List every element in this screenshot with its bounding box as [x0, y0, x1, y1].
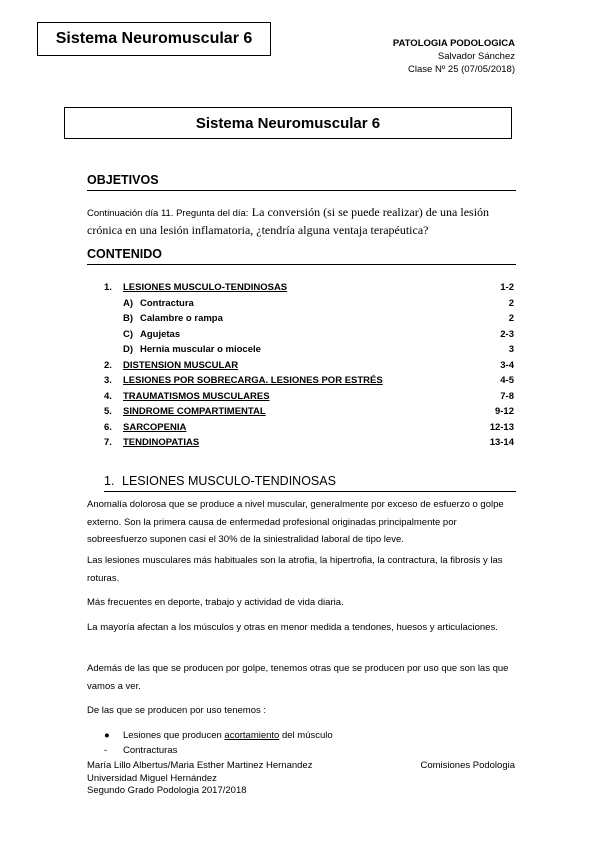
dash-icon: - — [104, 745, 108, 756]
toc-item-page: 3-4 — [500, 359, 514, 371]
bullet-dot-icon: ● — [104, 730, 110, 741]
toc-item — [104, 389, 514, 405]
toc-item-label: SARCOPENIA — [123, 421, 187, 433]
objetivos-heading: OBJETIVOS — [87, 173, 516, 191]
footer — [87, 760, 515, 798]
toc-item-page: 2 — [508, 313, 514, 324]
toc-item-number: 6. — [104, 421, 112, 433]
toc-item-label: SINDROME COMPARTIMENTAL — [123, 406, 266, 417]
paragraph: Además de las que se producen por golpe, tenemos otras que se producen por uso que son las que vamos a ver. — [87, 663, 509, 692]
toc-item — [104, 296, 514, 312]
teacher-name: Salvador Sánchez — [437, 51, 515, 62]
toc-item — [104, 280, 514, 296]
section1-title: LESIONES MUSCULO-TENDINOSAS — [122, 474, 336, 488]
main-title-box — [64, 107, 512, 139]
toc-item-page: 1-2 — [500, 282, 514, 293]
paragraph: La mayoría afectan a los músculos y otras en menor medida a tendones, huesos y articulaciones. — [87, 622, 498, 633]
toc-item-label: TENDINOPATIAS — [123, 437, 200, 448]
toc-item-page: 4-5 — [500, 375, 514, 386]
header-title: Sistema Neuromuscular 6 — [55, 30, 253, 47]
toc-item — [104, 311, 514, 327]
toc-item-label: TRAUMATISMOS MUSCULARES — [123, 390, 270, 402]
header-info — [393, 37, 515, 76]
paragraph: De las que se producen por uso tenemos : — [87, 705, 267, 716]
toc-item-number: C) — [123, 328, 134, 340]
toc-item-label: Agujetas — [140, 328, 181, 340]
objetivos-question: La conversión (si se puede realizar) de una lesión crónica en una lesión inflamatoria, ¿tendría alguna ventaja terapéutica? — [87, 205, 490, 237]
toc-item-number: B) — [123, 313, 134, 324]
toc-item-page: 3 — [508, 344, 514, 355]
toc-item-label: LESIONES MUSCULO-TENDINOSAS — [123, 282, 288, 293]
objetivos-lead: Continuación día 11. Pregunta del día: — [87, 208, 249, 219]
toc-item — [104, 420, 514, 436]
section1-number: 1. — [104, 474, 115, 488]
footer-university: Universidad Miguel Hernández — [87, 772, 217, 784]
toc-item-number: 3. — [104, 375, 112, 386]
toc-item-page: 9-12 — [494, 406, 514, 417]
toc-item-label: LESIONES POR SOBRECARGA. LESIONES POR ESTRÉS — [123, 375, 383, 386]
table-of-contents — [104, 280, 514, 451]
contenido-heading: CONTENIDO — [87, 247, 516, 265]
toc-item-number: 1. — [104, 282, 112, 293]
toc-item — [104, 327, 514, 343]
toc-item — [104, 358, 514, 374]
toc-item-page: 13-14 — [489, 437, 514, 448]
toc-item-page: 7-8 — [500, 390, 514, 402]
toc-item — [104, 342, 514, 358]
header-title-box — [37, 22, 271, 56]
bullet-item: ● Lesiones que producen acortamiento del músculo — [104, 730, 333, 741]
footer-course: Segundo Grado Podologia 2017/2018 — [87, 785, 247, 796]
toc-item-label: DISTENSION MUSCULAR — [123, 359, 239, 371]
footer-authors: María Lillo Albertus/Maria Esther Martinez Hernandez — [87, 760, 313, 771]
toc-item-page: 2 — [508, 297, 514, 309]
subject-label: PATOLOGIA PODOLOGICA — [392, 38, 515, 49]
toc-item-number: 7. — [104, 437, 112, 448]
paragraph: Las lesiones musculares más habituales son la atrofia, la hipertrofia, la contractura, la fibrosis y las roturas. — [87, 555, 503, 584]
toc-item-number: 2. — [104, 359, 112, 371]
main-title: Sistema Neuromuscular 6 — [195, 114, 381, 132]
toc-item-number: 4. — [104, 390, 112, 402]
toc-item-number: A) — [123, 297, 134, 309]
footer-right: Comisiones Podologia — [420, 760, 515, 771]
toc-item-number: D) — [123, 344, 134, 355]
bullet-item: - Contracturas — [104, 745, 178, 756]
toc-item — [104, 404, 514, 420]
objetivos-text — [87, 204, 517, 238]
class-info: Clase Nº 25 (07/05/2018) — [408, 64, 515, 75]
toc-item-label: Hernia muscular o miocele — [140, 344, 261, 355]
toc-item — [104, 373, 514, 389]
toc-item-label: Calambre o rampa — [140, 313, 223, 324]
toc-item-page: 2-3 — [500, 328, 514, 340]
section1-heading — [104, 474, 516, 492]
toc-item-page: 12-13 — [489, 421, 514, 433]
toc-item — [104, 435, 514, 451]
toc-item-number: 5. — [104, 406, 112, 417]
paragraph: Más frecuentes en deporte, trabajo y actividad de vida diaria. — [87, 597, 344, 608]
paragraph: Anomalía dolorosa que se produce a nivel muscular, generalmente por exceso de esfuerzo o golpe externo. Son la primera causa de enfermedad profesional originadas principalmente por sobreesfuerzo suponen casi el 30% de la siniestralidad laboral de tipo leve. — [87, 499, 504, 545]
toc-item-label: Contractura — [140, 297, 194, 309]
